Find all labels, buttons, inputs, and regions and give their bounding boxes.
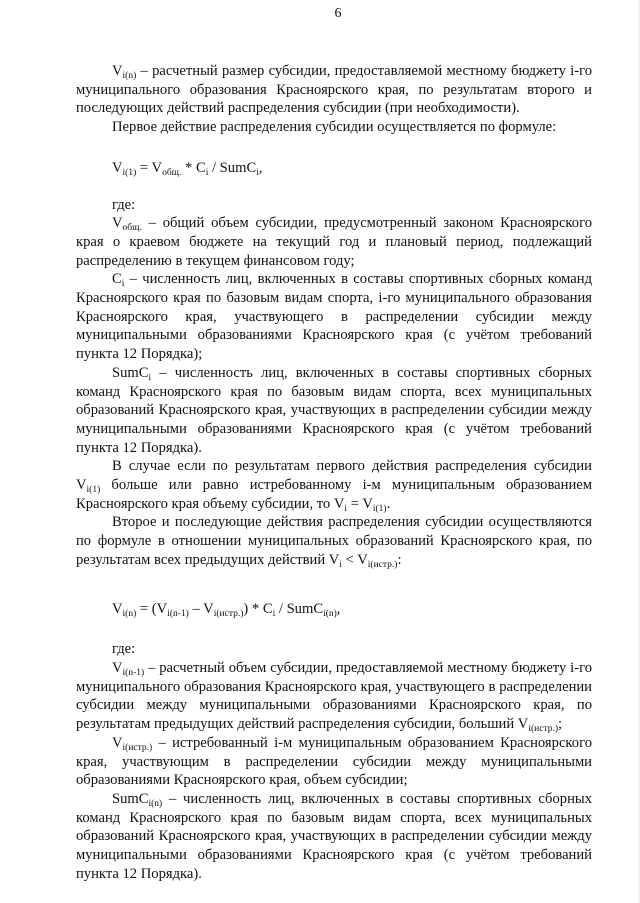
- document-body: [76, 62, 592, 883]
- symbol: V: [112, 63, 123, 79]
- definition-ci: $C_i$ – численность лиц, включенных в составы спортивных сборных команд Красноярского края по базовым видам спорта, i-го муниципального образования Красноярского края, участвующего в распределении субсидии между муниципальными образованиями Красноярского края (с учётом требований пункта 12 Порядка);: [76, 271, 592, 363]
- paragraph-case-condition: В случае если по результатам первого действия распределения субсидии $V_{i(1)}$ больше или равно истребованному i-м муниципальным образованием Красноярского края объему субсидии, то $V_i = V_{i(1)}$.: [76, 458, 592, 514]
- where-label-2: где:: [112, 641, 136, 658]
- subscript: i(n): [122, 71, 137, 81]
- page-number: 6: [334, 6, 342, 21]
- definition-text: – расчетный размер субсидии, предоставляемой местному бюджету i-го муниципального образования Красноярского края, по результатам второго и последующих действий распределения субсидии (при необходимости).: [76, 63, 592, 117]
- where-label-1: где:: [112, 196, 136, 213]
- definition-v-requested: $V_{i(истр.)}$ – истребованный i-м муниципальным образованием Красноярского края, участвующим в распределении субсидии между муниципальными образованиями Красноярского края, объем субсидии;: [76, 734, 592, 789]
- definition-sumci-n: SumC$_{i(n)}$ – численность лиц, включенных в составы спортивных сборных команд Красноярского края по базовым видам спорта, всех муниципальных образований Красноярского края, участвующих в распределении субсидии между муниципальными образованиями Красноярского края (с учётом требований пункта 12 Порядка).: [76, 790, 592, 882]
- definition-v-total: $V_{общ.}$ – общий объем субсидии, предусмотренный законом Красноярского края о краевом бюджете на текущий год и плановый период, подлежащий распределению в текущем финансовом году;: [76, 215, 592, 269]
- paragraph-second-action: Второе и последующие действия распределения субсидии осуществляются по формуле в отношении муниципальных образований Красноярского края, по результатам всех предыдущих действий $V_i < V_{i(истр.)}$:: [76, 514, 592, 570]
- paragraph-first-action: Первое действие распределения субсидии осуществляется по формуле:: [112, 119, 557, 136]
- definition-v-n-minus-1: $V_{i(n-1)}$ – расчетный объем субсидии, предоставляемой местному бюджету i-го муниципального образования Красноярского края, участвующего в распределении субсидии между муниципальными образованиями Красноярского края, по результатам предыдущих действий распределения субсидии, больший $V_{i(истр.)}$;: [76, 659, 592, 735]
- formula-second-action: $V_{i(n)} = (V_{i(n-1)} - V_{i(истр.)}) * C_i$ / SumC$_{i(n)}$,: [112, 600, 341, 619]
- definition-sumci: SumC$_i$ – численность лиц, включенных в составы спортивных сборных команд Красноярского края по базовым видам спорта, всех муниципальных образований Красноярского края, участвующих в распределении субсидии между муниципальными образованиями Красноярского края (с учётом требований пункта 12 Порядка).: [76, 364, 592, 456]
- formula-first-action: $V_{i(1)} = V_{общ.} * C_i$ / SumC$_i$,: [112, 159, 263, 178]
- paragraph-vin-definition: [76, 62, 592, 118]
